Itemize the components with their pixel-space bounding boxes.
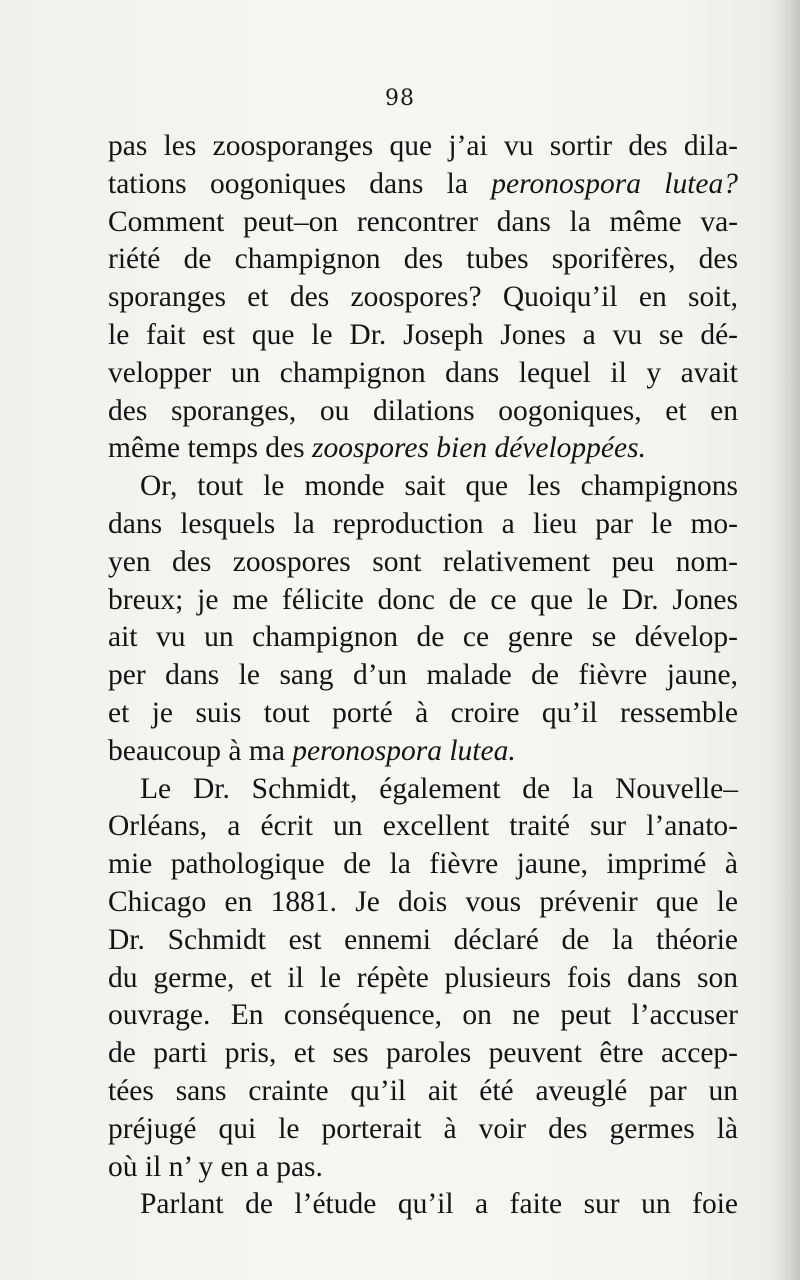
text-line: [108, 657, 738, 695]
text-line: [108, 166, 738, 204]
text-segment: tations oogoniques dans la: [108, 167, 492, 200]
text-line: [108, 695, 738, 733]
text-segment: du germe, et il le répète plusieurs fois dans son: [108, 961, 738, 994]
text-segment: Le Dr. Schmidt, également de la Nouvelle–: [140, 772, 738, 805]
italic-text: peronospora lutea?: [491, 167, 738, 200]
text-line: [108, 1111, 738, 1149]
text-line: [108, 884, 738, 922]
text-line: [108, 1073, 738, 1111]
text-line: [108, 128, 738, 166]
text-segment: ouvrage. En conséquence, on ne peut l’accuser: [108, 999, 738, 1032]
text-segment: beaucoup à ma: [108, 734, 293, 767]
text-line: [108, 468, 738, 506]
text-line: [108, 846, 738, 884]
text-line: [108, 960, 738, 998]
text-segment: Orléans, a écrit un excellent traité sur l’anato-: [108, 810, 738, 843]
italic-text: peronospora lutea.: [292, 734, 516, 767]
text-segment: yen des zoospores sont relativement peu nom-: [108, 545, 738, 578]
text-line: [108, 1035, 738, 1073]
text-segment: et je suis tout porté à croire qu’il ressemble: [108, 696, 738, 729]
text-segment: Dr. Schmidt est ennemi déclaré de la théorie: [108, 923, 738, 956]
text-line: [108, 506, 738, 544]
text-segment: breux; je me félicite donc de ce que le Dr. Jones: [108, 583, 738, 616]
text-line: [108, 393, 738, 431]
text-segment: mie pathologique de la fièvre jaune, imprimé à: [108, 848, 738, 881]
text-line: [108, 997, 738, 1035]
text-segment: de parti pris, et ses paroles peuvent être accep-: [108, 1037, 738, 1070]
text-line: [108, 430, 738, 468]
text-segment: Chicago en 1881. Je dois vous prévenir que le: [108, 885, 738, 918]
text-segment: ait vu un champignon de ce genre se dévelop-: [108, 621, 738, 654]
text-line: [108, 204, 738, 242]
text-line: [108, 355, 738, 393]
text-line: [108, 808, 738, 846]
text-line: [108, 317, 738, 355]
text-line: [108, 733, 738, 771]
text-segment: Comment peut–on rencontrer dans la même va-: [108, 205, 738, 238]
text-segment: tées sans crainte qu’il ait été aveuglé par un: [108, 1074, 738, 1107]
page-number: 98: [385, 86, 415, 111]
text-line: [108, 619, 738, 657]
text-line: [108, 241, 738, 279]
text-line: [108, 771, 738, 809]
text-segment: riété de champignon des tubes sporifères, des: [108, 243, 738, 276]
text-segment: per dans le sang d’un malade de fièvre jaune,: [108, 659, 738, 692]
text-segment: même temps des: [108, 432, 312, 465]
text-line: [108, 1186, 738, 1224]
text-segment: pas les zoosporanges que j’ai vu sortir des dila-: [108, 130, 738, 162]
text-line: [108, 279, 738, 317]
text-line: [108, 582, 738, 620]
text-line: [108, 1149, 738, 1187]
text-segment: le fait est que le Dr. Joseph Jones a vu se dé-: [108, 318, 738, 351]
body-text: [108, 128, 738, 1224]
text-segment: Or, tout le monde sait que les champignons: [140, 470, 738, 503]
text-segment: dans lesquels la reproduction a lieu par le mo-: [108, 507, 738, 540]
text-segment: Parlant de l’étude qu’il a faite sur un foie: [140, 1188, 738, 1221]
text-line: [108, 922, 738, 960]
text-segment: préjugé qui le porterait à voir des germes là: [108, 1112, 738, 1145]
text-segment: des sporanges, ou dilations oogoniques, et en: [108, 394, 738, 427]
text-line: [108, 544, 738, 582]
spine-shadow: [772, 0, 800, 1280]
text-segment: velopper un champignon dans lequel il y avait: [108, 356, 738, 389]
italic-text: zoospores bien développées.: [312, 432, 646, 465]
text-segment: sporanges et des zoospores? Quoiqu’il en soit,: [108, 281, 738, 314]
text-segment: où il n’ y en a pas.: [108, 1150, 323, 1183]
